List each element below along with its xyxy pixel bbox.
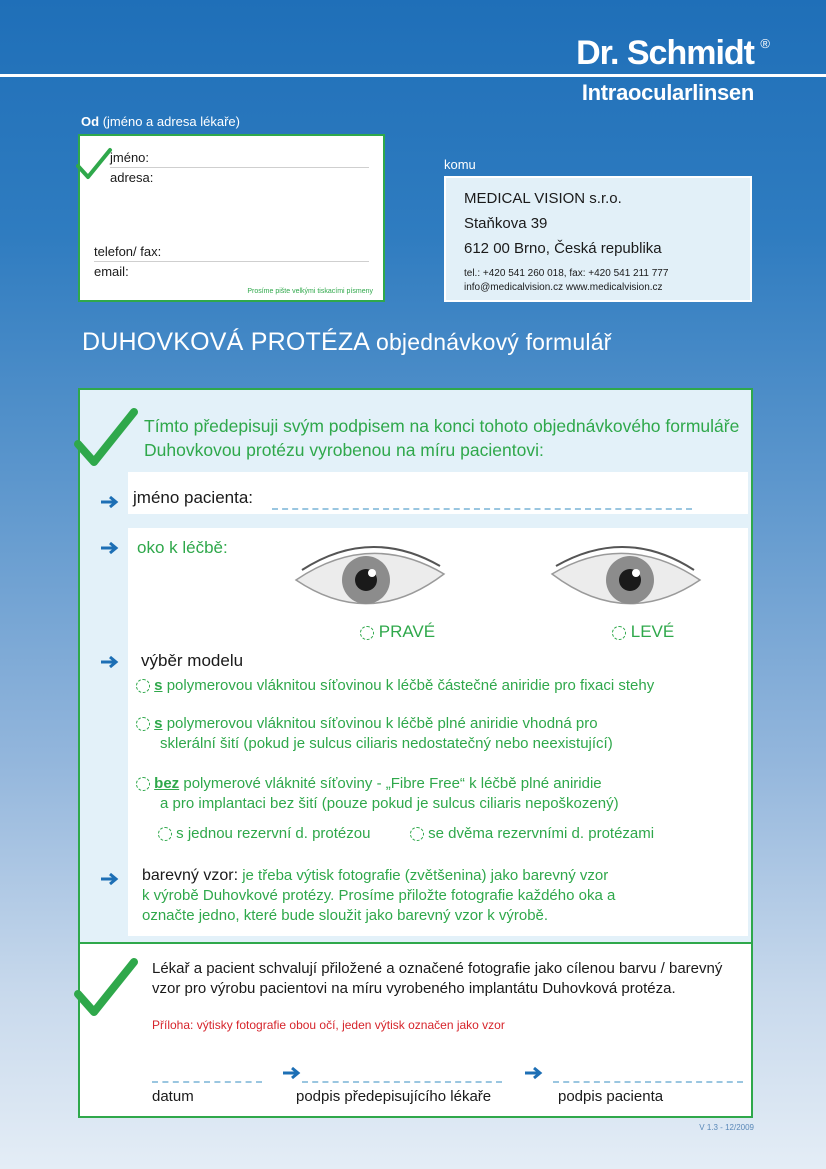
doctor-signature-input[interactable] (302, 1081, 502, 1083)
recipient-phones: tel.: +420 541 260 018, fax: +420 541 211 777 (464, 268, 669, 279)
model-option-fibre-free[interactable]: bez polymerové vláknité síťoviny - „Fibre Free“ k léčbě plné aniridie a pro implantaci bez šití (pouze pokud je sulcus ciliaris nepoškozený) (136, 774, 716, 814)
spare-two-option[interactable]: se dvěma rezervními d. protézami (410, 824, 654, 844)
arrow-right-icon (100, 495, 120, 509)
arrow-right-icon (100, 655, 120, 669)
radio-icon (612, 626, 626, 640)
header-divider (0, 74, 826, 77)
arrow-right-icon (100, 872, 120, 886)
model-option-partial-aniridia[interactable]: s polymerovou vláknitou síťovinou k léčbě částečné aniridie pro fixaci stehy (136, 676, 726, 696)
version-label: V 1.3 - 12/2009 (699, 1123, 754, 1132)
right-eye-option[interactable]: PRAVÉ (360, 622, 435, 642)
eye-label: oko k léčbě: (137, 538, 228, 557)
patient-signature-label: podpis pacienta (558, 1088, 664, 1105)
radio-icon (158, 827, 172, 841)
phone-fax-field[interactable]: telefon/ fax: (94, 244, 369, 262)
email-field[interactable]: email: (94, 264, 129, 279)
recipient-city: 612 00 Brno, Česká republika (464, 240, 662, 257)
arrow-right-icon (282, 1066, 302, 1080)
name-field[interactable]: jméno: (110, 150, 369, 168)
prescription-statement: Tímto předepisuji svým podpisem na konci tohoto objednávkového formuláře Duhovkovou protézu vyrobenou na míru pacientovi: (144, 416, 740, 460)
patient-name-input[interactable] (272, 508, 692, 510)
registered-mark: ® (760, 36, 770, 51)
radio-icon (136, 777, 150, 791)
patient-name-label: jméno pacienta: (133, 488, 254, 507)
color-pattern-block: barevný vzor: je třeba výtisk fotografie (zvětšenina) jako barevný vzor k výrobě Duhovkové protézy. Prosíme přiložte fotografie každého oka a označte jedno, které bude sloužit jako barevný vzor k výrobě. (142, 867, 616, 924)
brand-logo: Dr. Schmidt (576, 34, 754, 72)
recipient-box (444, 176, 752, 302)
block-letters-note: Prosíme pište velkými tiskacími písmeny (247, 288, 373, 295)
doctor-signature-label: podpis předepisujícího lékaře (296, 1088, 492, 1105)
from-label: Od (jméno a adresa lékaře) (81, 114, 240, 129)
address-field[interactable]: adresa: (110, 170, 154, 185)
recipient-label: komu (444, 157, 476, 172)
arrow-right-icon (524, 1066, 544, 1080)
radio-icon (136, 717, 150, 731)
recipient-street: Staňkova 39 (464, 215, 548, 232)
arrow-right-icon (100, 541, 120, 555)
model-label: výběr modelu (141, 651, 244, 670)
model-option-full-aniridia-sutured[interactable]: s polymerovou vláknitou síťovinou k léčbě plné aniridie vhodná pro sklerální šití (pokud je sulcus ciliaris nedostatečný nebo neexistující) (136, 714, 716, 754)
patient-signature-input[interactable] (553, 1081, 743, 1083)
page-title: DUHOVKOVÁ PROTÉZA objednávkový formulář (82, 328, 612, 356)
left-eye-option[interactable]: LEVÉ (612, 622, 674, 642)
radio-icon (136, 679, 150, 693)
checkmark-icon (70, 402, 140, 472)
section-divider (78, 942, 753, 944)
brand-subtitle: Intraocularlinsen (581, 80, 754, 105)
checkmark-icon (70, 952, 140, 1022)
recipient-web: info@medicalvision.cz www.medicalvision.cz (464, 282, 663, 293)
approval-statement: Lékař a pacient schvalují přiložené a označené fotografie jako cílenou barvu / barevný vzor pro výrobu pacientovi na míru vyrobeného implantátu Duhovková protéza. (152, 960, 723, 997)
left-eye-image (546, 540, 706, 618)
attachment-note: Příloha: výtisky fotografie obou očí, jeden výtisk označen jako vzor (152, 1018, 505, 1032)
date-input[interactable] (152, 1081, 262, 1083)
checkmark-icon (74, 144, 114, 184)
spare-one-option[interactable]: s jednou rezervní d. protézou (158, 824, 370, 844)
recipient-company: MEDICAL VISION s.r.o. (464, 190, 622, 207)
radio-icon (410, 827, 424, 841)
date-label: datum (152, 1088, 194, 1105)
right-eye-image (290, 540, 450, 618)
sender-box (78, 134, 385, 302)
radio-icon (360, 626, 374, 640)
